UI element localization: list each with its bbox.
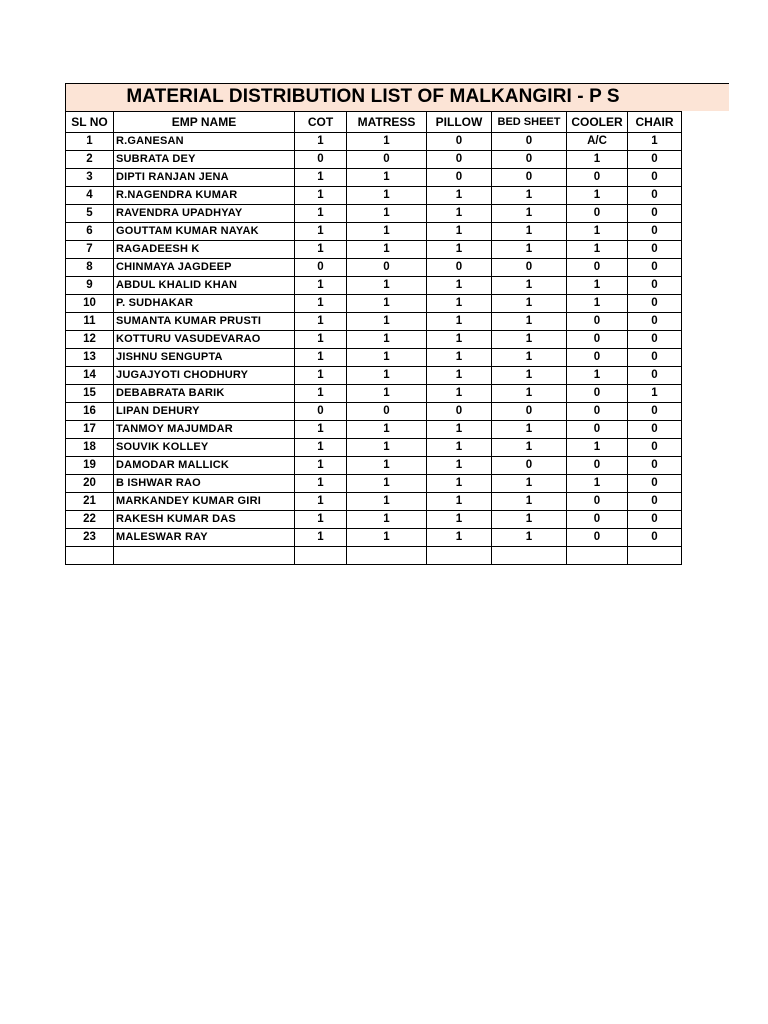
table-row [66, 151, 682, 169]
pillow-cell: 1 [427, 205, 492, 223]
sl-no-cell: 8 [66, 259, 114, 277]
sl-no-cell: 18 [66, 439, 114, 457]
table-row [66, 403, 682, 421]
cot-cell: 0 [295, 403, 347, 421]
sl-no-cell: 16 [66, 403, 114, 421]
sl-no-cell: 9 [66, 277, 114, 295]
bed-sheet-cell: 1 [492, 313, 567, 331]
header-row [66, 112, 682, 133]
bed-sheet-cell: 1 [492, 421, 567, 439]
matress-cell: 1 [347, 313, 427, 331]
col-header-cot: COT [295, 112, 347, 133]
cot-cell: 1 [295, 367, 347, 385]
pillow-cell [427, 547, 492, 565]
pillow-cell: 1 [427, 457, 492, 475]
chair-cell: 0 [628, 439, 682, 457]
sl-no-cell: 21 [66, 493, 114, 511]
chair-cell: 0 [628, 187, 682, 205]
sl-no-cell: 10 [66, 295, 114, 313]
emp-name-cell: RAKESH KUMAR DAS [114, 511, 295, 529]
sl-no-cell: 1 [66, 133, 114, 151]
cot-cell: 1 [295, 349, 347, 367]
bed-sheet-cell: 0 [492, 403, 567, 421]
cooler-cell: 1 [567, 439, 628, 457]
matress-cell: 1 [347, 493, 427, 511]
bed-sheet-cell: 1 [492, 475, 567, 493]
cot-cell [295, 547, 347, 565]
chair-cell: 0 [628, 241, 682, 259]
table-row [66, 331, 682, 349]
col-header-cooler: COOLER [567, 112, 628, 133]
cooler-cell: 1 [567, 223, 628, 241]
table-row [66, 277, 682, 295]
sl-no-cell: 7 [66, 241, 114, 259]
cot-cell: 1 [295, 277, 347, 295]
pillow-cell: 1 [427, 511, 492, 529]
cooler-cell: 0 [567, 259, 628, 277]
sl-no-cell: 13 [66, 349, 114, 367]
emp-name-cell: KOTTURU VASUDEVARAO [114, 331, 295, 349]
matress-cell: 1 [347, 331, 427, 349]
emp-name-cell: ABDUL KHALID KHAN [114, 277, 295, 295]
bed-sheet-cell: 1 [492, 529, 567, 547]
bed-sheet-cell: 1 [492, 187, 567, 205]
pillow-cell: 1 [427, 439, 492, 457]
cot-cell: 1 [295, 133, 347, 151]
sl-no-cell: 2 [66, 151, 114, 169]
table-row [66, 259, 682, 277]
emp-name-cell: RAGADEESH K [114, 241, 295, 259]
table-row [66, 313, 682, 331]
cot-cell: 1 [295, 529, 347, 547]
matress-cell: 1 [347, 385, 427, 403]
table-row [66, 493, 682, 511]
pillow-cell: 1 [427, 349, 492, 367]
cooler-cell: 0 [567, 403, 628, 421]
pillow-cell: 1 [427, 313, 492, 331]
table-row [66, 439, 682, 457]
pillow-cell: 0 [427, 151, 492, 169]
table-row [66, 385, 682, 403]
pillow-cell: 1 [427, 187, 492, 205]
sl-no-cell: 23 [66, 529, 114, 547]
matress-cell: 1 [347, 205, 427, 223]
sl-no-cell: 11 [66, 313, 114, 331]
matress-cell: 0 [347, 151, 427, 169]
cot-cell: 0 [295, 151, 347, 169]
cooler-cell: 1 [567, 367, 628, 385]
cot-cell: 0 [295, 259, 347, 277]
bed-sheet-cell: 1 [492, 241, 567, 259]
table-row [66, 223, 682, 241]
pillow-cell: 1 [427, 421, 492, 439]
chair-cell: 1 [628, 133, 682, 151]
pillow-cell: 1 [427, 295, 492, 313]
col-header-pillow: PILLOW [427, 112, 492, 133]
matress-cell: 1 [347, 349, 427, 367]
sl-no-cell: 3 [66, 169, 114, 187]
cooler-cell: 0 [567, 331, 628, 349]
table-row [66, 241, 682, 259]
cooler-cell: A/C [567, 133, 628, 151]
emp-name-cell: B ISHWAR RAO [114, 475, 295, 493]
bed-sheet-cell: 0 [492, 151, 567, 169]
matress-cell: 0 [347, 259, 427, 277]
chair-cell: 0 [628, 205, 682, 223]
emp-name-cell [114, 547, 295, 565]
chair-cell: 0 [628, 457, 682, 475]
cooler-cell: 0 [567, 169, 628, 187]
cooler-cell [567, 547, 628, 565]
table-body [66, 133, 682, 565]
pillow-cell: 1 [427, 331, 492, 349]
table-row [66, 187, 682, 205]
chair-cell: 0 [628, 529, 682, 547]
chair-cell: 0 [628, 259, 682, 277]
bed-sheet-cell: 1 [492, 367, 567, 385]
cot-cell: 1 [295, 475, 347, 493]
chair-cell: 0 [628, 313, 682, 331]
pillow-cell: 0 [427, 133, 492, 151]
cooler-cell: 1 [567, 277, 628, 295]
sl-no-cell: 22 [66, 511, 114, 529]
chair-cell: 0 [628, 493, 682, 511]
col-header-chair: CHAIR [628, 112, 682, 133]
cot-cell: 1 [295, 493, 347, 511]
matress-cell: 1 [347, 439, 427, 457]
cooler-cell: 0 [567, 205, 628, 223]
pillow-cell: 0 [427, 403, 492, 421]
sl-no-cell: 12 [66, 331, 114, 349]
cooler-cell: 0 [567, 511, 628, 529]
cooler-cell: 0 [567, 313, 628, 331]
emp-name-cell: JISHNU SENGUPTA [114, 349, 295, 367]
pillow-cell: 1 [427, 529, 492, 547]
sl-no-cell: 4 [66, 187, 114, 205]
cooler-cell: 0 [567, 421, 628, 439]
cooler-cell: 1 [567, 241, 628, 259]
bed-sheet-cell: 0 [492, 169, 567, 187]
emp-name-cell: SOUVIK KOLLEY [114, 439, 295, 457]
cot-cell: 1 [295, 313, 347, 331]
emp-name-cell: R.GANESAN [114, 133, 295, 151]
cot-cell: 1 [295, 169, 347, 187]
emp-name-cell: MARKANDEY KUMAR GIRI [114, 493, 295, 511]
bed-sheet-cell: 1 [492, 439, 567, 457]
sl-no-cell: 15 [66, 385, 114, 403]
table-row [66, 511, 682, 529]
table-row [66, 133, 682, 151]
cooler-cell: 0 [567, 493, 628, 511]
pillow-cell: 1 [427, 241, 492, 259]
emp-name-cell: JUGAJYOTI CHODHURY [114, 367, 295, 385]
sheet-title: MATERIAL DISTRIBUTION LIST OF MALKANGIRI - P S [126, 86, 620, 107]
cot-cell: 1 [295, 457, 347, 475]
cooler-cell: 0 [567, 457, 628, 475]
chair-cell: 0 [628, 277, 682, 295]
cooler-cell: 1 [567, 295, 628, 313]
bed-sheet-cell: 1 [492, 223, 567, 241]
sl-no-cell: 19 [66, 457, 114, 475]
cot-cell: 1 [295, 331, 347, 349]
pillow-cell: 1 [427, 385, 492, 403]
pillow-cell: 1 [427, 367, 492, 385]
pillow-cell: 1 [427, 493, 492, 511]
bed-sheet-cell: 1 [492, 493, 567, 511]
bed-sheet-cell: 1 [492, 349, 567, 367]
emp-name-cell: DAMODAR MALLICK [114, 457, 295, 475]
matress-cell [347, 547, 427, 565]
table-row [66, 529, 682, 547]
sl-no-cell: 14 [66, 367, 114, 385]
pillow-cell: 1 [427, 277, 492, 295]
pillow-cell: 0 [427, 169, 492, 187]
table-row [66, 367, 682, 385]
sl-no-cell: 20 [66, 475, 114, 493]
pillow-cell: 1 [427, 475, 492, 493]
chair-cell: 0 [628, 169, 682, 187]
bed-sheet-cell: 1 [492, 385, 567, 403]
sl-no-cell: 17 [66, 421, 114, 439]
matress-cell: 1 [347, 295, 427, 313]
emp-name-cell: TANMOY MAJUMDAR [114, 421, 295, 439]
emp-name-cell: RAVENDRA UPADHYAY [114, 205, 295, 223]
cooler-cell: 1 [567, 187, 628, 205]
table-row [66, 547, 682, 565]
cooler-cell: 1 [567, 151, 628, 169]
matress-cell: 1 [347, 169, 427, 187]
cot-cell: 1 [295, 205, 347, 223]
matress-cell: 1 [347, 367, 427, 385]
table-row [66, 421, 682, 439]
cooler-cell: 1 [567, 475, 628, 493]
emp-name-cell: CHINMAYA JAGDEEP [114, 259, 295, 277]
chair-cell: 0 [628, 475, 682, 493]
matress-cell: 1 [347, 421, 427, 439]
sl-no-cell: 5 [66, 205, 114, 223]
emp-name-cell: DIPTI RANJAN JENA [114, 169, 295, 187]
matress-cell: 1 [347, 277, 427, 295]
matress-cell: 1 [347, 223, 427, 241]
chair-cell: 0 [628, 331, 682, 349]
cot-cell: 1 [295, 511, 347, 529]
cot-cell: 1 [295, 223, 347, 241]
bed-sheet-cell: 1 [492, 277, 567, 295]
sl-no-cell: 6 [66, 223, 114, 241]
table-row [66, 457, 682, 475]
matress-cell: 1 [347, 475, 427, 493]
bed-sheet-cell: 0 [492, 133, 567, 151]
emp-name-cell: R.NAGENDRA KUMAR [114, 187, 295, 205]
cot-cell: 1 [295, 439, 347, 457]
bed-sheet-cell: 1 [492, 205, 567, 223]
emp-name-cell: DEBABRATA BARIK [114, 385, 295, 403]
emp-name-cell: GOUTTAM KUMAR NAYAK [114, 223, 295, 241]
table-row [66, 295, 682, 313]
cot-cell: 1 [295, 421, 347, 439]
col-header-bed-sheet: BED SHEET [492, 112, 567, 133]
matress-cell: 1 [347, 529, 427, 547]
cot-cell: 1 [295, 385, 347, 403]
col-header-sl-no: SL NO [66, 112, 114, 133]
bed-sheet-cell: 1 [492, 331, 567, 349]
chair-cell: 0 [628, 367, 682, 385]
bed-sheet-cell: 1 [492, 511, 567, 529]
matress-cell: 1 [347, 133, 427, 151]
emp-name-cell: LIPAN DEHURY [114, 403, 295, 421]
chair-cell: 0 [628, 295, 682, 313]
cooler-cell: 0 [567, 385, 628, 403]
chair-cell: 0 [628, 511, 682, 529]
distribution-table [65, 111, 682, 565]
table-row [66, 169, 682, 187]
emp-name-cell: SUBRATA DEY [114, 151, 295, 169]
bed-sheet-cell [492, 547, 567, 565]
matress-cell: 1 [347, 511, 427, 529]
chair-cell: 0 [628, 349, 682, 367]
pillow-cell: 0 [427, 259, 492, 277]
matress-cell: 0 [347, 403, 427, 421]
table-row [66, 475, 682, 493]
chair-cell: 0 [628, 403, 682, 421]
bed-sheet-cell: 0 [492, 259, 567, 277]
bed-sheet-cell: 1 [492, 295, 567, 313]
cooler-cell: 0 [567, 349, 628, 367]
table-row [66, 205, 682, 223]
cot-cell: 1 [295, 295, 347, 313]
table-row [66, 349, 682, 367]
cooler-cell: 0 [567, 529, 628, 547]
col-header-emp-name: EMP NAME [114, 112, 295, 133]
pillow-cell: 1 [427, 223, 492, 241]
cot-cell: 1 [295, 187, 347, 205]
sl-no-cell [66, 547, 114, 565]
chair-cell: 1 [628, 385, 682, 403]
emp-name-cell: MALESWAR RAY [114, 529, 295, 547]
matress-cell: 1 [347, 187, 427, 205]
bed-sheet-cell: 0 [492, 457, 567, 475]
chair-cell [628, 547, 682, 565]
matress-cell: 1 [347, 241, 427, 259]
chair-cell: 0 [628, 421, 682, 439]
cot-cell: 1 [295, 241, 347, 259]
chair-cell: 0 [628, 151, 682, 169]
col-header-matress: MATRESS [347, 112, 427, 133]
chair-cell: 0 [628, 223, 682, 241]
emp-name-cell: P. SUDHAKAR [114, 295, 295, 313]
emp-name-cell: SUMANTA KUMAR PRUSTI [114, 313, 295, 331]
matress-cell: 1 [347, 457, 427, 475]
